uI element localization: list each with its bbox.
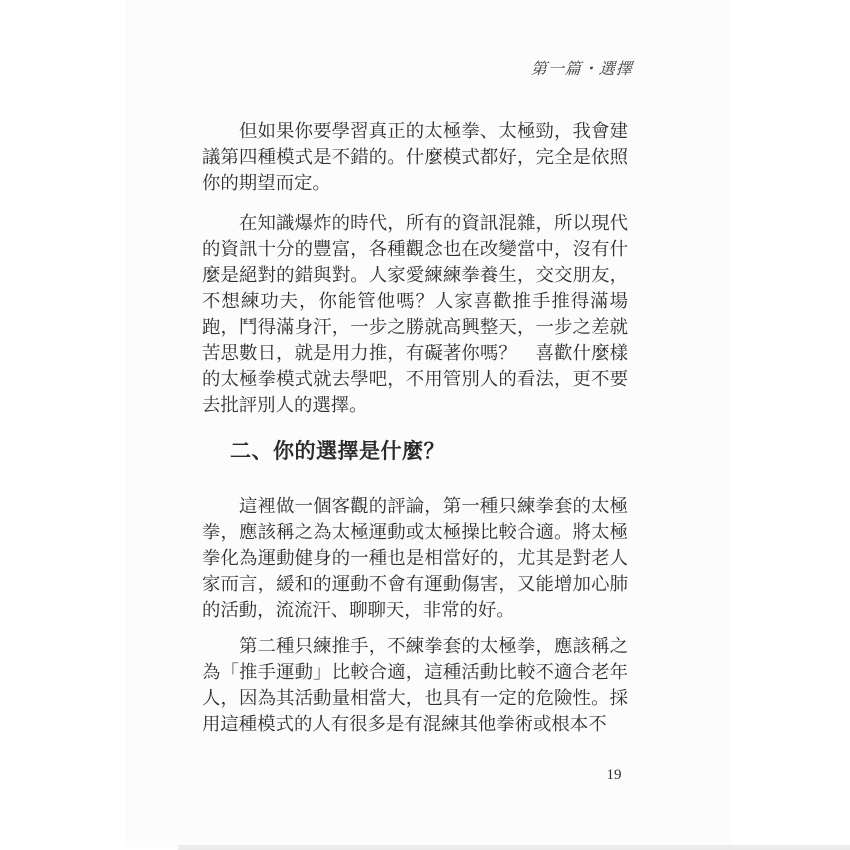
paragraph-3: 這裡做一個客觀的評論，第一種只練拳套的太極拳，應該稱之為太極運動或太極操比較合適。將太極拳化為運動健身的一種也是相當好的，尤其是對老人家而言，緩和的運動不會有運動傷害，又能增加心肺的活動，流流汗、聊聊天，非常的好。: [202, 496, 628, 620]
page-edge-shadow: [178, 845, 850, 850]
paragraph-2: 在知識爆炸的時代，所有的資訊混雜，所以現代的資訊十分的豐富，各種觀念也在改變當中，沒有什麼是絕對的錯與對。人家愛練練拳養生，交交朋友，不想練功夫，你能管他嗎？人家喜歡推手推得滿場跑，鬥得滿身汗，一步之勝就高興整天，一步之差就苦思數日，就是用力推，有礙著你嗎？ 喜歡什麼樣的太極拳模式就去學吧，不用管別人的看法，更不要去批評別人的選擇。: [202, 213, 628, 415]
paragraph-4: 第二種只練推手，不練拳套的太極拳，應該稱之為「推手運動」比較合適，這種活動比較不適合老年人，因為其活動量相當大，也具有一定的危險性。採用這種模式的人有很多是有混練其他拳術或根本不: [202, 636, 628, 734]
page-number: 19: [606, 767, 622, 783]
section-heading: 二、你的選擇是什麼？: [230, 440, 445, 463]
paragraph-1: 但如果你要學習真正的太極拳、太極勁，我會建議第四種模式是不錯的。什麼模式都好，完全是依照你的期望而定。: [202, 121, 628, 193]
running-head: 第一篇・選擇: [530, 61, 634, 78]
